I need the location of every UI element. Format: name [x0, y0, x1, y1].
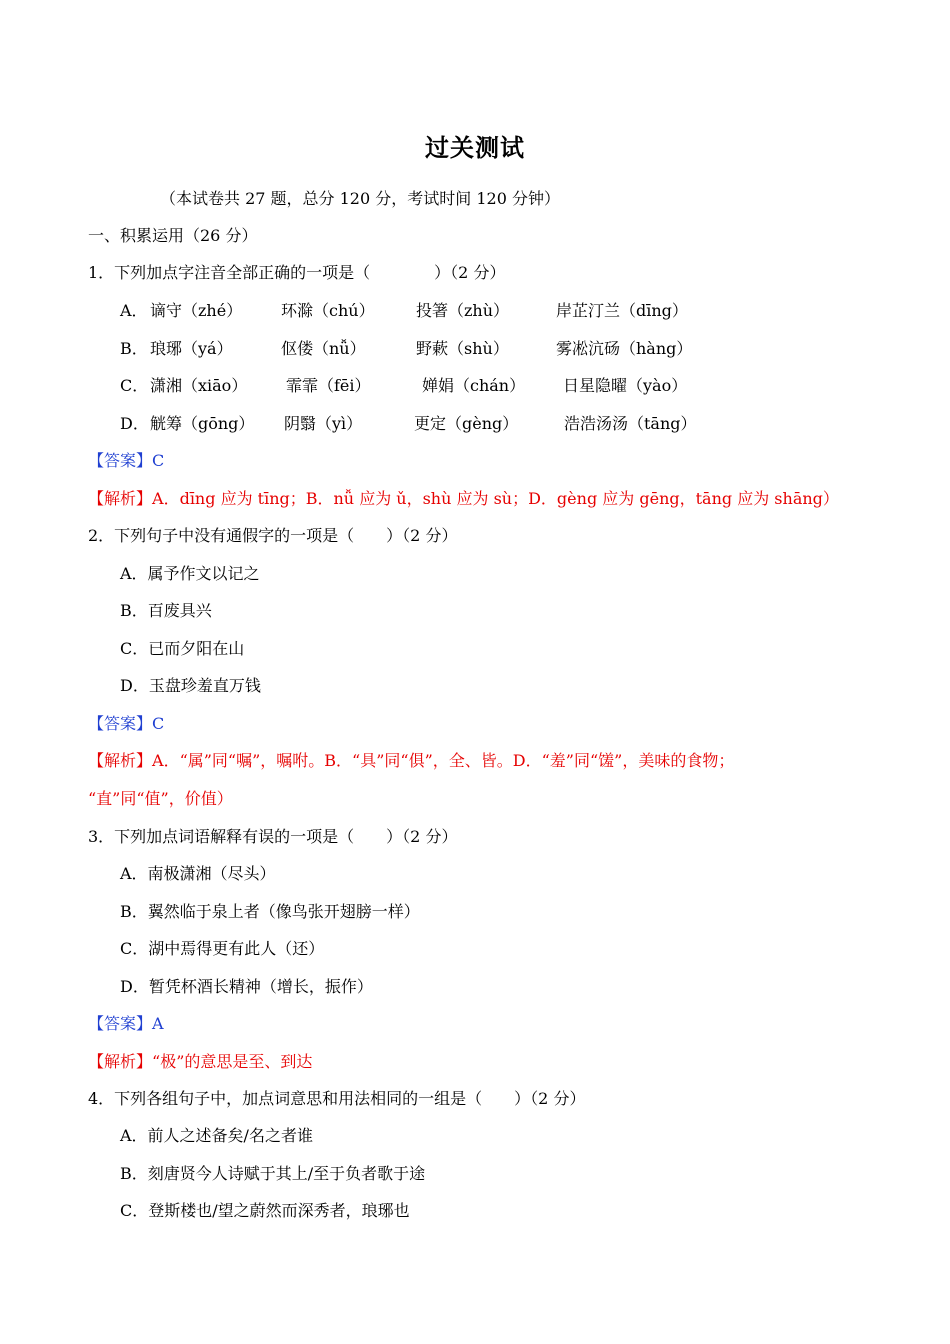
analysis-text: “极”的意思是至、到达: [152, 1052, 313, 1071]
exam-info: （本试卷共 27 题，总分 120 分，考试时间 120 分钟）: [160, 189, 560, 208]
option-item: 投箸（zhù）: [416, 301, 510, 320]
option-label: C．: [120, 376, 149, 395]
option-item: 阴翳（yì）: [284, 414, 363, 433]
option-item: 琅琊（yá）: [150, 339, 233, 358]
option-label: A．: [120, 301, 148, 320]
option-item: 觥筹（gōng）: [150, 414, 255, 433]
option-label: B．: [120, 339, 148, 358]
question-1-analysis: [88, 488, 839, 510]
section-heading: 一、积累运用（26 分）: [88, 226, 258, 245]
question-2-option-d: D．玉盘珍羞直万钱: [120, 676, 261, 695]
option-item: 潇湘（xiāo）: [150, 376, 248, 395]
answer-label: 【答案】: [88, 714, 153, 733]
question-2-option-b: B．百废具兴: [120, 601, 212, 620]
option-item: 更定（gèng）: [414, 414, 519, 433]
option-item: 谪守（zhé）: [150, 301, 243, 320]
analysis-label: 【解析】: [88, 489, 153, 508]
question-2-option-c: C．已而夕阳在山: [120, 639, 245, 658]
option-item: 环滁（chú）: [281, 301, 375, 320]
question-1-answer: [88, 450, 164, 472]
answer-value: C: [152, 451, 165, 470]
question-3-option-c: C．湖中焉得更有此人（还）: [120, 939, 325, 958]
question-2-answer: [88, 713, 164, 735]
question-2-stem: 2．下列句子中没有通假字的一项是（ ）（2 分）: [88, 526, 458, 545]
analysis-label: 【解析】: [88, 751, 153, 770]
option-item: 野蔌（shù）: [416, 339, 509, 358]
option-item: 雾凇沆砀（hàng）: [556, 339, 693, 358]
question-4-option-b: B．刻唐贤今人诗赋于其上/至于负者歌于途: [120, 1164, 426, 1183]
answer-label: 【答案】: [88, 1014, 153, 1033]
analysis-label: 【解析】: [88, 1052, 153, 1071]
option-item: 浩浩汤汤（tāng）: [564, 414, 697, 433]
question-3-stem: 3．下列加点词语解释有误的一项是（ ）（2 分）: [88, 827, 458, 846]
option-item: 伛偻（nǚ）: [281, 339, 366, 358]
answer-value: C: [152, 714, 165, 733]
analysis-text: A．“属”同“嘱”，嘱咐。B．“具”同“俱”，全、皆。D．“羞”同“馐”，美味的食物；: [152, 751, 735, 770]
question-4-option-a: A．前人之述备矣/名之者谁: [120, 1126, 313, 1145]
analysis-text: A．dīng 应为 tīng；B．nǚ 应为 ǔ，shù 应为 sù；D．gèng 应为 gēng，tāng 应为 shāng）: [152, 489, 839, 508]
option-item: 岸芷汀兰（dīng）: [556, 301, 688, 320]
option-item: 日星隐曜（yào）: [563, 376, 688, 395]
question-3-answer: [88, 1013, 164, 1035]
question-3-option-d: D．暂凭杯酒长精神（增长，振作）: [120, 977, 373, 996]
question-2-analysis: [88, 750, 734, 772]
question-1-stem: 1．下列加点字注音全部正确的一项是（ ）（2 分）: [88, 263, 506, 282]
question-4-stem: 4．下列各组句子中，加点词意思和用法相同的一组是（ ）（2 分）: [88, 1089, 586, 1108]
question-3-option-a: A．南极潇湘（尽头）: [120, 864, 276, 883]
answer-value: A: [152, 1014, 164, 1033]
option-label: D．: [120, 414, 149, 433]
question-2-option-a: A．属予作文以记之: [120, 564, 260, 583]
question-4-option-c: C．登斯楼也/望之蔚然而深秀者，琅琊也: [120, 1201, 410, 1220]
question-3-analysis: [88, 1051, 312, 1073]
answer-label: 【答案】: [88, 451, 153, 470]
option-item: 婵娟（chán）: [422, 376, 526, 395]
question-2-analysis-continued: “直”同“值”，价值）: [88, 789, 233, 808]
page-title: 过关测试: [425, 133, 525, 162]
question-3-option-b: B．翼然临于泉上者（像鸟张开翅膀一样）: [120, 902, 420, 921]
option-item: 霏霏（fēi）: [286, 376, 371, 395]
